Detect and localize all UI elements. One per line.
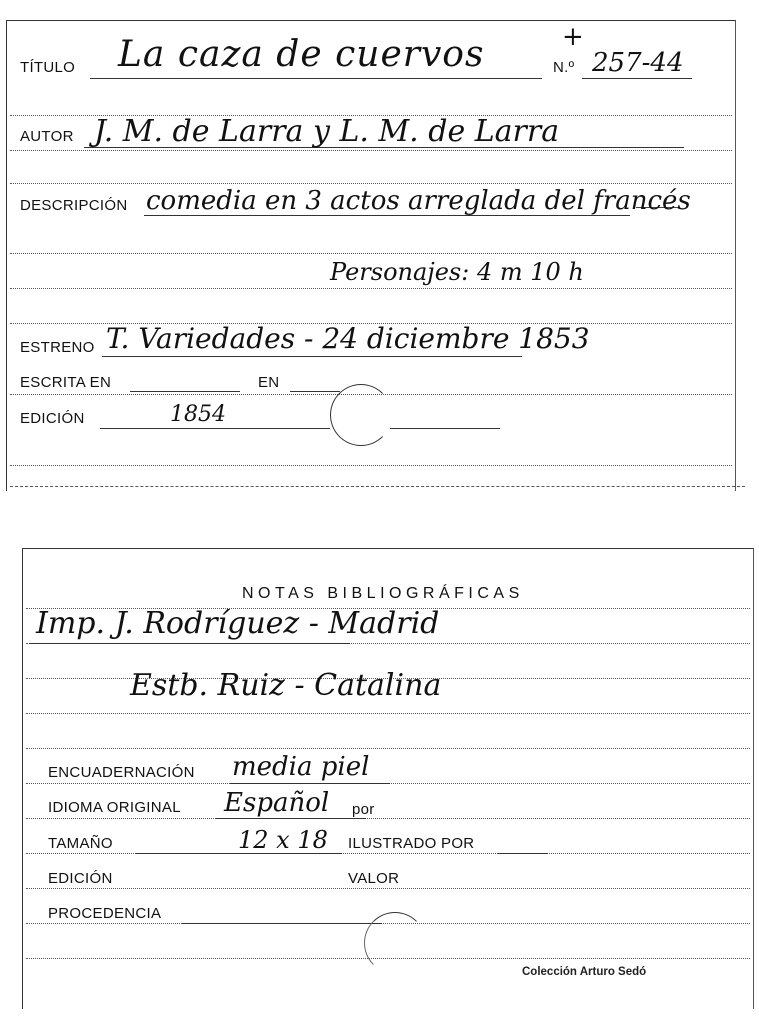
- ilustrado-underline: [498, 853, 548, 854]
- numero-cross: +: [562, 22, 584, 52]
- punch-hole: [330, 384, 392, 446]
- rule-line: [10, 253, 732, 254]
- estreno-label: ESTRENO: [20, 339, 95, 356]
- idioma-value: Español: [224, 788, 330, 818]
- escrita-en-label: ESCRITA EN: [20, 374, 112, 391]
- procedencia-underline: [182, 923, 382, 924]
- autor-value: J. M. de Larra y L. M. de Larra: [94, 114, 560, 149]
- titulo-label: TÍTULO: [20, 59, 76, 76]
- por-label: por: [352, 801, 375, 818]
- idioma-underline: [216, 818, 366, 819]
- encuadernacion-label: ENCUADERNACIÓN: [48, 764, 195, 781]
- encuadernacion-value: media piel: [232, 752, 370, 782]
- edicion-label: EDICIÓN: [20, 410, 85, 427]
- collection-footer: Colección Arturo Sedó: [522, 966, 647, 978]
- punch-hole: [364, 912, 426, 974]
- edicion-bottom-label: EDICIÓN: [48, 870, 113, 887]
- descripcion-value: comedia en 3 actos arreglada del francés: [146, 186, 691, 216]
- titulo-value: La caza de cuervos: [118, 34, 485, 75]
- encuadernacion-underline: [230, 783, 390, 784]
- note-line-1: Imp. J. Rodríguez - Madrid: [36, 606, 440, 641]
- rule-line: [26, 888, 750, 889]
- descripcion-label: DESCRIPCIÓN: [20, 197, 128, 214]
- escrita-underline: [130, 391, 240, 392]
- rule-line: [10, 183, 732, 184]
- numero-value: 257-44: [592, 48, 684, 78]
- valor-label: VALOR: [348, 870, 400, 887]
- numero-underline: [582, 78, 692, 79]
- rule-line: [26, 748, 750, 749]
- autor-label: AUTOR: [20, 128, 74, 145]
- en-underline: [290, 391, 340, 392]
- en-label: EN: [258, 374, 280, 391]
- rule-line: [26, 713, 750, 714]
- rule-line: [26, 818, 750, 819]
- tamano-value: 12 x 18: [238, 826, 328, 854]
- ilustrado-label: ILUSTRADO POR: [348, 835, 475, 852]
- edicion-underline: [100, 428, 330, 429]
- note-line-2: Estb. Ruiz - Catalina: [130, 668, 442, 703]
- card-bottom-edge: [10, 486, 745, 487]
- rule-line: [10, 288, 732, 289]
- tamano-label: TAMAÑO: [48, 835, 113, 852]
- numero-label: N.º: [553, 59, 575, 76]
- rule-line: [10, 465, 732, 466]
- titulo-underline: [90, 78, 542, 79]
- idioma-label: IDIOMA ORIGINAL: [48, 799, 181, 816]
- rule-line: [26, 853, 750, 854]
- procedencia-label: PROCEDENCIA: [48, 905, 162, 922]
- notes-underline: [30, 643, 350, 644]
- rule-line: [10, 150, 732, 151]
- descripcion-value-2: Personajes: 4 m 10 h: [330, 258, 584, 286]
- edicion-value: 1854: [170, 402, 226, 427]
- edicion-underline-right: [390, 428, 500, 429]
- estreno-value: T. Variedades - 24 diciembre 1853: [106, 322, 590, 355]
- notas-heading: NOTAS BIBLIOGRÁFICAS: [242, 585, 524, 602]
- estreno-underline: [102, 356, 522, 357]
